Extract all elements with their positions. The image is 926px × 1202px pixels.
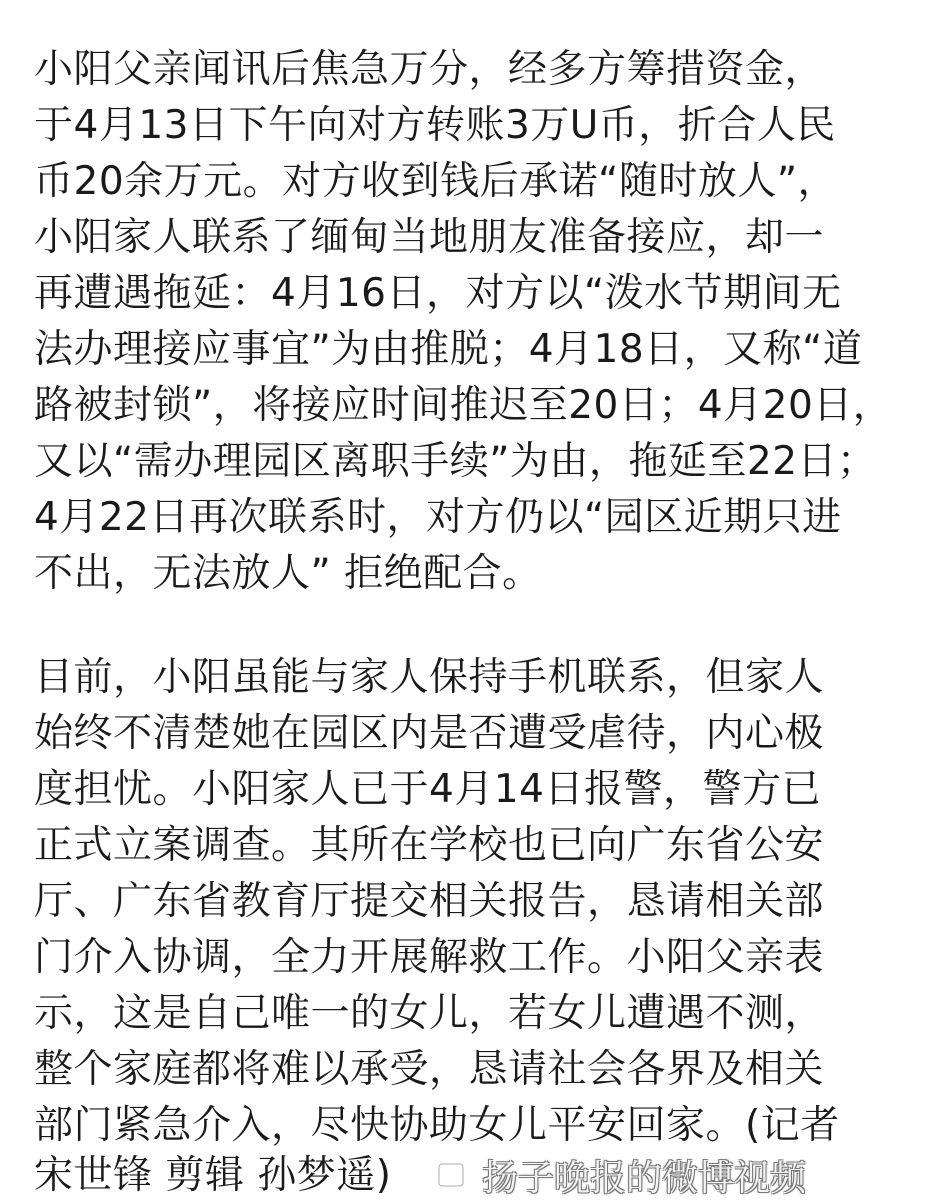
paragraph1-line: 币20余万元。对方收到钱后承诺“随时放人”，	[34, 159, 838, 204]
paragraph2-line: 宋世锋 剪辑 孙梦遥)	[34, 1153, 392, 1198]
paragraph2-line: 厅、广东省教育厅提交相关报告，恳请相关部	[34, 879, 825, 924]
weibo-video-watermark	[436, 1148, 806, 1202]
paragraph1-line: 小阳父亲闻讯后焦急万分，经多方筹措资金，	[34, 47, 825, 92]
paragraph1-line: 再遭遇拖延：4月16日，对方以“泼水节期间无	[34, 271, 842, 316]
paragraph1-line: 又以“需办理园区离职手续”为由，拖延至22日；	[34, 439, 877, 484]
paragraph1-line: 于4月13日下午向对方转账3万U币，折合人民	[34, 103, 836, 148]
paragraph2-line: 示，这是自己唯一的女儿，若女儿遭遇不测，	[34, 991, 825, 1036]
paragraph2-line: 目前，小阳虽能与家人保持手机联系，但家人	[34, 655, 825, 700]
paragraph2-line: 始终不清楚她在园区内是否遭受虐待，内心极	[34, 711, 825, 756]
video-icon	[436, 1155, 476, 1195]
paragraph1-line: 路被封锁”，将接应时间推迟至20日；4月20日，	[34, 383, 893, 428]
paragraph2-line: 门介入协调，全力开展解救工作。小阳父亲表	[34, 935, 825, 980]
paragraph2-line: 整个家庭都将难以承受，恳请社会各界及相关	[34, 1047, 825, 1092]
paragraph2-line: 部门紧急介入，尽快协助女儿平安回家。(记者	[34, 1103, 840, 1148]
paragraph1-line: 小阳家人联系了缅甸当地朋友准备接应，却一	[34, 215, 825, 260]
paragraph1-line: 4月22日再次联系时，对方仍以“园区近期只进	[34, 495, 842, 540]
paragraph1-line: 法办理接应事宜”为由推脱；4月18日，又称“道	[34, 327, 863, 372]
paragraph2-line: 正式立案调查。其所在学校也已向广东省公安	[34, 823, 825, 868]
paragraph1-line: 不出，无法放人” 拒绝配合。	[34, 551, 542, 596]
watermark-text: 扬子晚报的微博视频	[482, 1157, 807, 1199]
paragraph2-line: 度担忧。小阳家人已于4月14日报警，警方已	[34, 767, 821, 812]
